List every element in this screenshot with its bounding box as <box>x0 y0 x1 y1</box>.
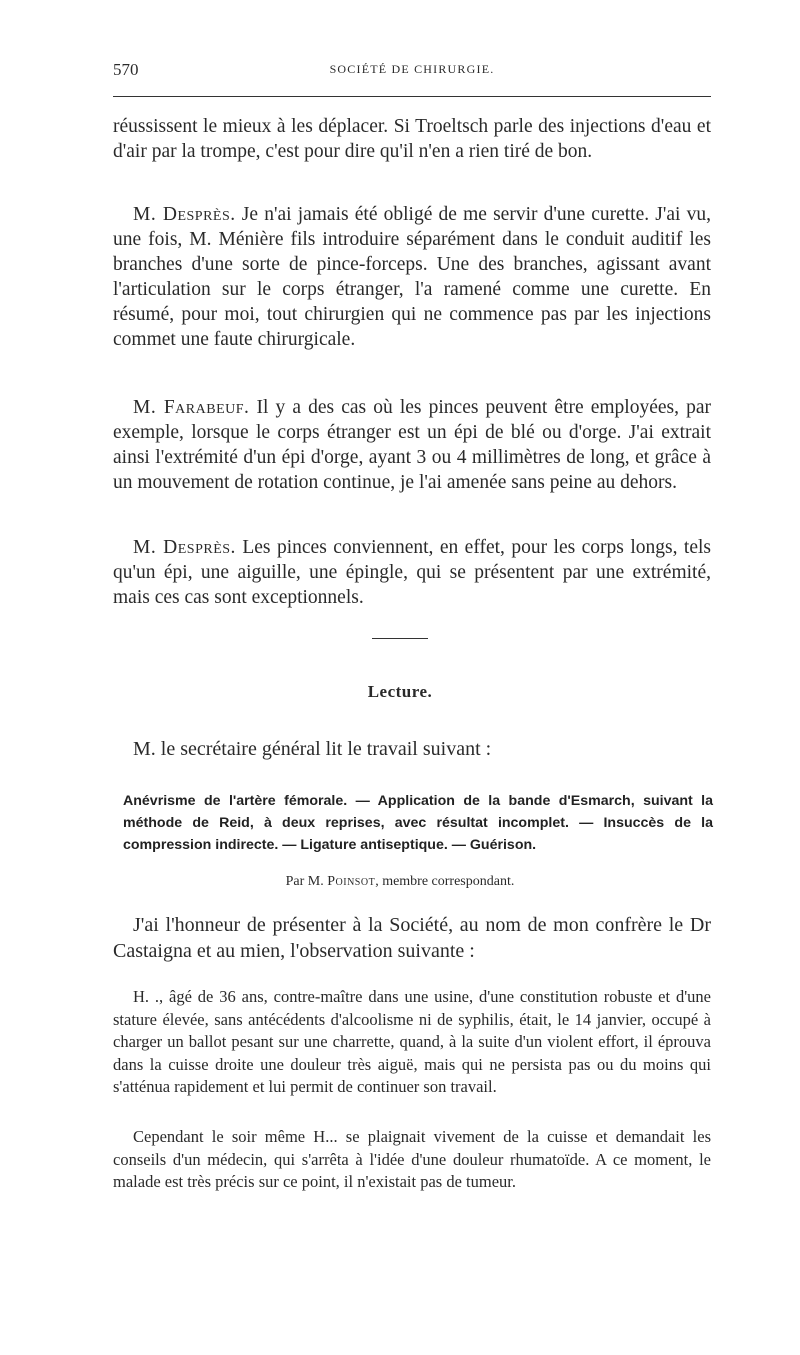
section-divider <box>372 638 428 639</box>
paragraph-despres-1 <box>113 202 711 352</box>
paragraph-text: Je n'ai jamais été obligé de me servir d'une curette. J'ai vu, une fois, M. Ménière fils introduire séparément dans le conduit auditif les branches d'une sorte de pince-forceps. Une des branches, agissant avant l'articulation sur le corps étranger, l'a ramené comme une curette. En résumé, pour moi, tout chirurgien qui ne commence pas par les injections commet une faute chirurgicale. <box>113 204 711 350</box>
author-line: Par M. Poinsot, membre correspondant. <box>285 874 515 889</box>
speaker-name: M. Desprès. <box>133 537 236 558</box>
paragraph-intro: J'ai l'honneur de présenter à la Société, au nom de mon confrère le Dr Castaigna et au mien, l'observation suivante : <box>113 914 711 962</box>
page-number: 570 <box>113 60 139 79</box>
page-header <box>113 60 711 90</box>
speaker-name: M. Desprès. <box>133 204 236 225</box>
paragraph-text: réussissent le mieux à les déplacer. Si Troeltsch parle des injections d'eau et d'air par la trompe, c'est pour dire qu'il n'en a rien tiré de bon. <box>113 116 711 162</box>
paragraph-despres-2 <box>113 535 711 610</box>
header-rule <box>113 96 711 97</box>
paragraph-text: Les pinces conviennent, en effet, pour les corps longs, tels qu'un épi, une aiguille, une épingle, qui se présentent par une extrémité, mais ces cas sont exceptionnels. <box>113 537 711 608</box>
paragraph-text: Il y a des cas où les pinces peuvent être employées, par exemple, lorsque le corps étranger est un épi de blé ou d'orge. J'ai extrait ainsi l'extrémité d'un épi d'orge, ayant 3 ou 4 millimètres de long, et grâce à un mouvement de rotation continue, je l'ai amenée sans peine au dehors. <box>113 397 711 493</box>
running-title: SOCIÉTÉ DE CHIRURGIE. <box>329 62 495 76</box>
author-name: Poinsot <box>327 874 376 889</box>
observation-paragraph-2: Cependant le soir même H... se plaignait vivement de la cuisse et demandait les conseils d'un médecin, qui s'arrêta à l'idée d'une douleur rhumatoïde. A ce moment, le malade est très précis sur ce point, il n'existait pas de tumeur. <box>113 1127 711 1191</box>
secretary-line: M. le secrétaire général lit le travail suivant : <box>133 738 492 760</box>
paragraph-farabeuf <box>113 395 711 495</box>
article-title: Anévrisme de l'artère fémorale. — Application de la bande d'Esmarch, suivant la méthode de Reid, à deux reprises, avec résultat incomplet. — Insuccès de la compression indirecte. — Ligature antiseptique. — Guérison. <box>123 793 713 853</box>
speaker-name: M. Farabeuf. <box>133 397 250 418</box>
observation-paragraph-1: H. ., âgé de 36 ans, contre-maître dans une usine, d'une constitution robuste et d'une stature élevée, sans antécédents d'alcoolisme ni de syphilis, était, le 14 janvier, occupé à charger un ballot pesant sur une charrette, quand, à la suite d'un violent effort, il éprouva dans la cuisse droite une douleur très aiguë, mais qui ne persista pas ou du moins qui s'atténua rapidement et lui permit de continuer son travail. <box>113 987 711 1096</box>
paragraph-continuation <box>113 114 711 164</box>
section-heading: Lecture. <box>367 682 433 701</box>
